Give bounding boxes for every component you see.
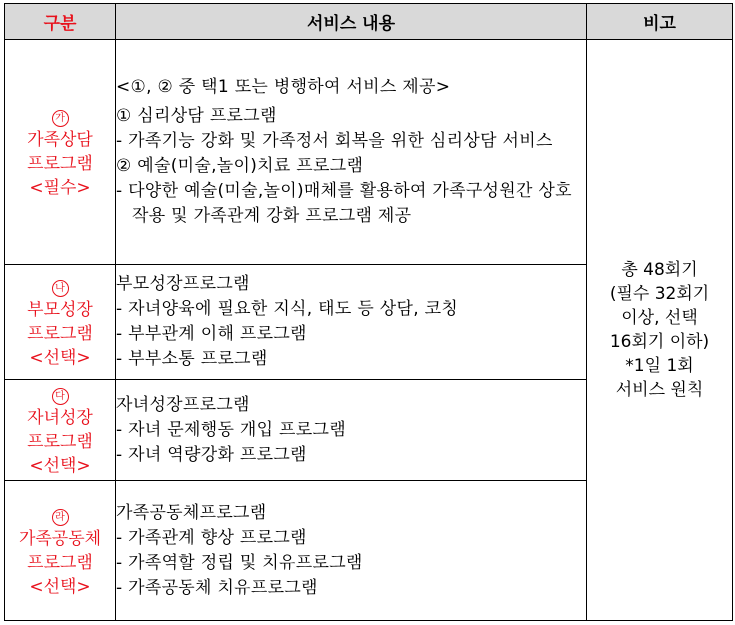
content-bullet: - 다양한 예술(미술,놀이)매체를 활용하여 가족구성원간 상호작용 및 가족관계 강화 프로그램 제공	[116, 181, 572, 226]
circled-marker: 가	[52, 110, 69, 127]
circled-marker: 라	[52, 509, 69, 526]
content-bullet: - 부부소통 프로그램	[116, 349, 268, 369]
content-bullet: - 가족관계 향상 프로그램	[116, 527, 307, 548]
header-category: 구분	[5, 4, 116, 40]
remarks-line: 총 48회기	[621, 260, 698, 280]
table-row	[5, 40, 733, 265]
category-type: <선택>	[29, 348, 91, 368]
remarks-line: (필수 32회기	[609, 284, 710, 304]
content-bullet: - 자녀 역량강화 프로그램	[116, 444, 307, 465]
category-name: 부모성장	[27, 300, 93, 320]
content-cell	[116, 380, 587, 481]
content-line: 자녀성장프로그램	[116, 394, 250, 415]
category-name: 가족상담	[27, 130, 93, 150]
category-name: 가족공동체	[18, 528, 102, 549]
category-type: <필수>	[29, 178, 91, 198]
content-line: <①, ② 중 택1 또는 병행하여 서비스 제공>	[116, 77, 451, 97]
content-bullet: - 가족기능 강화 및 가족정서 회복을 위한 심리상담 서비스	[116, 131, 553, 151]
header-row	[5, 4, 733, 40]
header-remarks: 비고	[587, 4, 733, 40]
content-cell	[116, 265, 587, 380]
content-bullet: - 부부관계 이해 프로그램	[116, 324, 307, 344]
category-name: 자녀성장	[27, 408, 93, 428]
category-cell	[5, 380, 116, 481]
content-bullet: - 자녀양육에 필요한 지식, 태도 등 상담, 코칭	[116, 299, 459, 319]
content-cell	[116, 40, 587, 265]
category-cell	[5, 265, 116, 380]
content-line: 부모성장프로그램	[116, 274, 250, 294]
content-line: 가족공동체프로그램	[116, 502, 267, 523]
remarks-line: 서비스 원칙	[615, 380, 704, 400]
content-bullet: - 가족역할 정립 및 치유프로그램	[116, 552, 363, 573]
circled-marker: 다	[52, 388, 69, 405]
remarks-line: 이상, 선택	[621, 308, 698, 328]
category-name-2: 프로그램	[27, 432, 93, 452]
remarks-cell	[587, 40, 733, 621]
category-name-2: 프로그램	[27, 154, 93, 174]
category-type: <선택>	[29, 576, 91, 597]
service-table	[4, 3, 733, 621]
category-cell	[5, 481, 116, 621]
category-name-2: 프로그램	[27, 552, 93, 573]
content-line: ② 예술(미술,놀이)치료 프로그램	[116, 156, 364, 176]
remarks-line: *1일 1회	[625, 356, 694, 376]
content-line: ① 심리상담 프로그램	[116, 106, 277, 126]
category-type: <선택>	[29, 456, 91, 476]
remarks-line: 16회기 이하)	[609, 332, 710, 352]
content-bullet: - 자녀 문제행동 개입 프로그램	[116, 419, 346, 440]
content-bullet: - 가족공동체 치유프로그램	[116, 577, 318, 598]
category-cell	[5, 40, 116, 265]
content-cell	[116, 481, 587, 621]
header-service-content: 서비스 내용	[116, 4, 587, 40]
circled-marker: 나	[52, 280, 69, 297]
category-name-2: 프로그램	[27, 324, 93, 344]
